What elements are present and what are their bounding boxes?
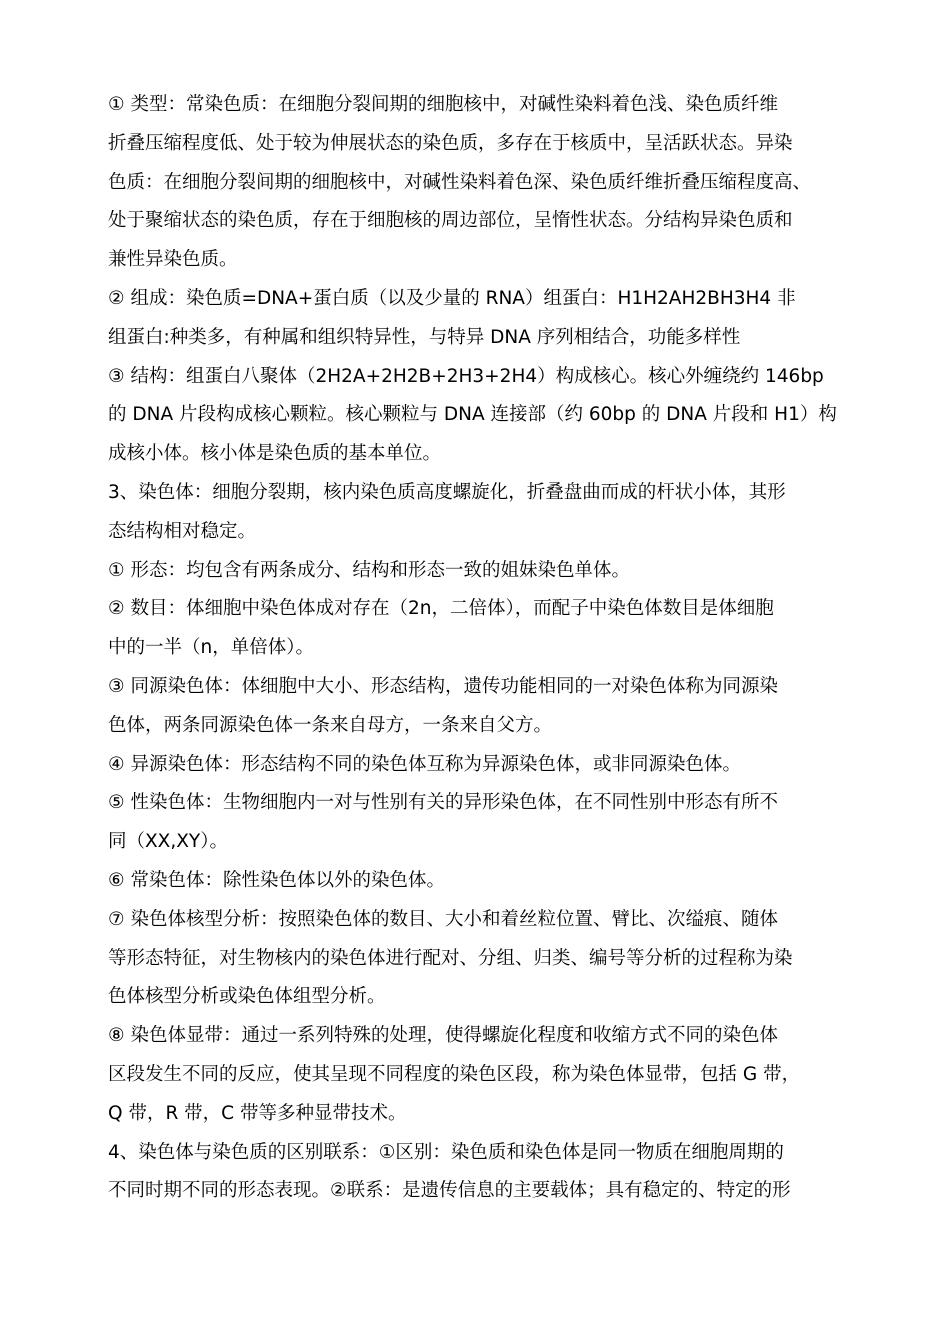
text-line: 不同时期不同的形态表现。②联系：是遗传信息的主要载体；具有稳定的、特定的形 [108, 1180, 791, 1202]
text-line: ③ 同源染色体：体细胞中大小、形态结构，遗传功能相同的一对染色体称为同源染 [108, 675, 778, 697]
text-line: 兼性异染色质。 [108, 249, 238, 271]
text-line: 4、染色体与染色质的区别联系：①区别：染色质和染色体是同一物质在细胞周期的 [108, 1141, 784, 1163]
text-line: ② 数目：体细胞中染色体成对存在（2n，二倍体），而配子中染色体数目是体细胞 [108, 598, 774, 620]
text-line: 中的一半（n，单倍体）。 [108, 637, 314, 659]
text-line: Q 带，R 带，C 带等多种显带技术。 [108, 1102, 407, 1124]
text-line: 区段发生不同的反应，使其呈现不同程度的染色区段，称为染色体显带，包括 G 带， [108, 1063, 801, 1085]
document-body [108, 86, 878, 1211]
text-line: ① 类型：常染色质：在细胞分裂间期的细胞核中，对碱性染料着色浅、染色质纤维 [108, 94, 778, 115]
text-line: 处于聚缩状态的染色质，存在于细胞核的周边部位，呈惰性状态。分结构异染色质和 [108, 210, 793, 232]
text-line: 成核小体。核小体是染色质的基本单位。 [108, 443, 442, 465]
text-line: 同（XX,XY）。 [108, 831, 228, 853]
text-line: 3、染色体：细胞分裂期，核内染色质高度螺旋化，折叠盘曲而成的杆状小体，其形 [108, 481, 786, 503]
text-line: ⑧ 染色体显带：通过一系列特殊的处理，使得螺旋化程度和收缩方式不同的染色体 [108, 1025, 778, 1047]
text-line: 折叠压缩程度低、处于较为伸展状态的染色质，多存在于核质中，呈活跃状态。异染 [108, 132, 793, 154]
text-line: ① 形态：均包含有两条成分、结构和形态一致的姐妹染色单体。 [108, 559, 630, 581]
text-line: ⑥ 常染色体：除性染色体以外的染色体。 [108, 869, 445, 891]
text-line: ② 组成：染色质=DNA+蛋白质（以及少量的 RNA）组蛋白：H1H2AH2BH3H4 非 [108, 287, 796, 309]
text-line: 等形态特征，对生物核内的染色体进行配对、分组、归类、编号等分析的过程称为染 [108, 947, 793, 969]
text-line: ④ 异源染色体：形态结构不同的染色体互称为异源染色体，或非同源染色体。 [108, 753, 741, 775]
text-line: ⑦ 染色体核型分析：按照染色体的数目、大小和着丝粒位置、臂比、次缢痕、随体 [108, 908, 778, 930]
text-line: 组蛋白:种类多，有种属和组织特异性，与特异 DNA 序列相结合，功能多样性 [108, 326, 741, 348]
text-line: 态结构相对稳定。 [108, 520, 257, 542]
text-line: 的 DNA 片段构成核心颗粒。核心颗粒与 DNA 连接部（约 60bp 的 DNA 片段和 H1）构 [108, 404, 837, 426]
text-line: ⑤ 性染色体：生物细胞内一对与性别有关的异形染色体，在不同性别中形态有所不 [108, 792, 778, 814]
text-line: ③ 结构：组蛋白八聚体（2H2A+2H2B+2H3+2H4）构成核心。核心外缠绕约 146bp [108, 365, 824, 387]
text-line: 色体核型分析或染色体组型分析。 [108, 986, 386, 1008]
text-line: 色质：在细胞分裂间期的细胞核中，对碱性染料着色深、染色质纤维折叠压缩程度高、 [108, 171, 812, 193]
text-line: 色体，两条同源染色体一条来自母方，一条来自父方。 [108, 714, 553, 736]
